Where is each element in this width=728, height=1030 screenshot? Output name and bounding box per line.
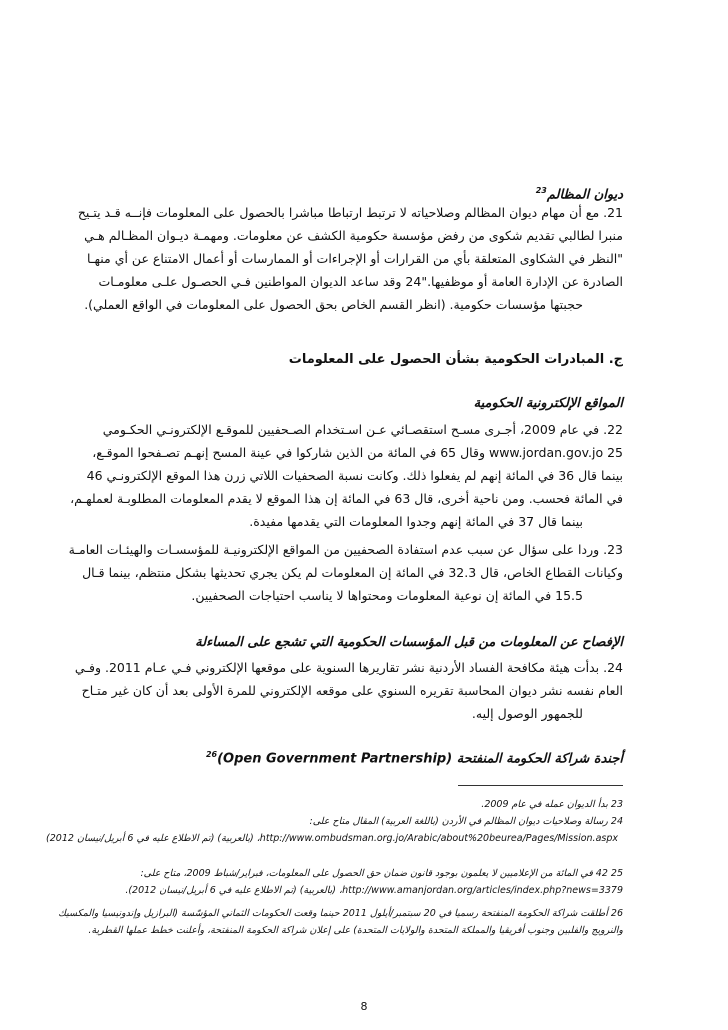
line: 21. مع أن مهام ديوان المظالم وصلاحياته لا ترتبط ارتباطا مباشرا بالحصول على المعلومات فإنــه قـد يتـيح bbox=[77, 205, 623, 220]
heading-gov-websites: المواقع الإلكترونية الحكومية bbox=[473, 396, 623, 411]
paragraph-21 bbox=[77, 201, 623, 316]
heading-text: أجندة شراكة الحكومة المنفتحة (Open Government Partnership) bbox=[217, 751, 623, 767]
footnote-26: 26 أطلقت شراكة الحكومة المنفتحة رسميا في 20 سبتمبر/أيلول 2011 حينما وقعت الحكومات الثماني المؤسّسة (البرازيل وإندونيسيا والمكسيك bbox=[58, 908, 623, 919]
page-number: 8 bbox=[360, 1000, 368, 1013]
heading-disclosure: الإفصاح عن المعلومات من قبل المؤسسات الحكومية التي تشجع على المساءلة bbox=[195, 635, 623, 650]
footnote-24: 24 رسالة وصلاحيات ديوان المظالم في الأردن (باللغة العربية) المقال متاح على: bbox=[309, 816, 623, 827]
footnote-25: 25 42 في المائة من الإعلاميين لا يعلمون بوجود قانون ضمان حق الحصول على المعلومات، فبراير/شباط 2009، متاح على: bbox=[140, 868, 623, 879]
footnote-separator bbox=[458, 785, 623, 786]
line: "النظر في الشكاوى المتعلقة بأي من القرارات أو الإجراءات أو الممارسات أو أعمال الامتناع عن أي منهـا bbox=[87, 251, 623, 266]
line: 23. وردا على سؤال عن سبب عدم استفادة الصحفيين من المواقع الإلكترونيـة للمؤسسـات والهيئـات العامـة bbox=[68, 542, 623, 557]
paragraph-23 bbox=[68, 538, 623, 607]
footnote-24-link[interactable]: http://www.ombudsman.org.jo/Arabic/about%20beurea/Pages/Mission.aspx، (بالعربية) (تم الاطلاع عليه في 6 أبريل/نيسان 2012) bbox=[46, 833, 618, 844]
line: وكيانات القطاع الخاص، قال 32.3 في المائة إن المعلومات لم يكن يجري تحديثها بشكل منتظم، بينما قـال bbox=[82, 565, 623, 580]
line: www.jordan.gov.jo 25 وقال 65 في المائة من الذين شاركوا في عينة المسح إنهـم تصـفحوا الموقـع، bbox=[92, 445, 623, 460]
paragraph-22 bbox=[70, 418, 623, 533]
line: بينما قال 36 في المائة إنهم لم يفعلوا ذلك. وكانت نسبة الصحفيات اللاتي زرن هذا الموقع الإلكترونـي 46 bbox=[86, 468, 623, 483]
footnote-23: 23 بدأ الديوان عمله في عام 2009. bbox=[481, 799, 623, 810]
heading-text: ديوان المظالم bbox=[546, 187, 623, 203]
footnote-25-link[interactable]: http://www.amanjordan.org/articles/index.php?news=3379، (بالعربية) (تم الاطلاع عليه في 6 أبريل/نيسان 2012). bbox=[125, 885, 623, 896]
line: 24. بدأت هيئة مكافحة الفساد الأردنية نشر تقاريرها السنوية على موقعها الإلكتروني فـي عـام 2011. وفـي bbox=[74, 660, 623, 675]
line: العام نفسه نشر ديوان المحاسبة تقريره السنوي على موقعه الإلكتروني للمرة الأولى بعد أن كان غير متـاح bbox=[81, 683, 623, 698]
section-heading-c: ج. المبادرات الحكومية بشأن الحصول على المعلومات bbox=[288, 352, 623, 367]
heading-ogp bbox=[103, 750, 623, 766]
paragraph-24 bbox=[74, 656, 623, 725]
line: 15.5 في المائة إن نوعية المعلومات ومحتواها لا يناسب احتياجات الصحفيين. bbox=[191, 588, 583, 603]
line: للجمهور الوصول إليه. bbox=[471, 706, 583, 721]
footnote-ref: 26 bbox=[205, 750, 218, 759]
footnote-ref: 23 bbox=[535, 186, 547, 195]
heading-ombudsman bbox=[103, 186, 623, 202]
line: حجبتها مؤسسات حكومية. (انظر القسم الخاص بحق الحصول على المعلومات في الواقع العملي). bbox=[84, 297, 583, 312]
footnote-26-cont: والنرويج والفلبين وجنوب أفريقيا والمملكة المتحدة والولايات المتحدة) على إعلان شراكة الحكومة المنفتحة، وأعلنت خطط عملها القطرية. bbox=[88, 925, 623, 936]
line: الصادرة عن الإدارة العامة أو موظفيها."24 وقد ساعد الديوان المواطنين فـي الحصـول علـى معلومـات bbox=[98, 274, 623, 289]
line: منبرا لطالبي تقديم شكوى من رفض مؤسسة حكومية الكشف عن معلومات. ومهمـة ديـوان المظـالم هـي bbox=[84, 228, 623, 243]
line: في المائة فحسب. ومن ناحية أخرى، قال 63 في المائة إن هذا الموقع لا يقدم المعلومات المطلوبـة لعملهـم، bbox=[70, 491, 623, 506]
line: بينما قال 37 في المائة إنهم وجدوا المعلومات التي يقدمها مفيدة. bbox=[249, 514, 583, 529]
line: 22. في عام 2009، أجـرى مسـح استقصـائي عـن اسـتخدام الصـحفيين للموقـع الإلكترونـي الحكـومي bbox=[102, 422, 623, 437]
